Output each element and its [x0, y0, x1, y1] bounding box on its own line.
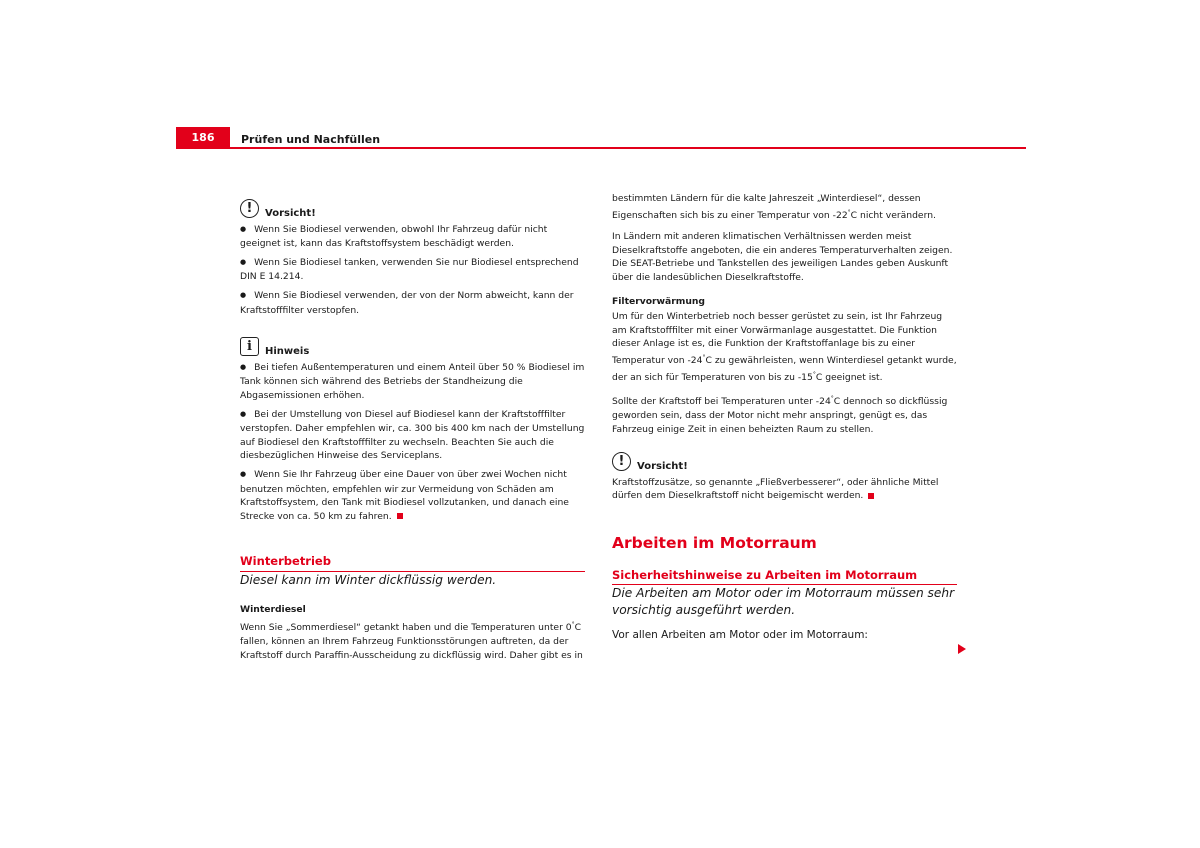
text-run: C nicht verändern. [850, 209, 936, 221]
note-bullet: ● Bei der Umstellung von Diesel auf Biodiesel kann der Kraftstofffilter verstopfen. Daher empfehlen wir, ca. 300 bis 400 km nach der Umstellung auf Biodiesel den Kraftstofffilter zu wechseln. Beachten Sie auch die diesbezüglichen Hinweise des Serviceplans. [240, 408, 585, 463]
winterdiesel-paragraph [240, 618, 585, 662]
note-box [240, 335, 585, 523]
note-header [240, 335, 585, 359]
caution-bullet: ● Wenn Sie Biodiesel verwenden, obwohl Ihr Fahrzeug dafür nicht geeignet ist, kann das Kraftstoffsystem beschädigt werden. [240, 223, 585, 251]
caution-box-additives [612, 450, 957, 503]
text-run: Wenn Sie „Sommerdiesel“ getankt haben und die Temperaturen unter 0 [240, 622, 572, 634]
caution-bullet: ● Wenn Sie Biodiesel verwenden, der von der Norm abweicht, kann der Kraftstofffilter verstopfen. [240, 289, 585, 317]
info-icon: i [240, 337, 259, 356]
note-bullet: ● Bei tiefen Außentemperaturen und einem Anteil über 50 % Biodiesel im Tank können sich während des Betriebs der Standheizung die Abgasemissionen erhöhen. [240, 361, 585, 403]
degree-sign: ° [571, 621, 575, 629]
text-run: Sollte der Kraftstoff bei Temperaturen unter -24 [612, 396, 831, 408]
note-bullet-last [240, 468, 585, 523]
next-page-arrow-icon [958, 644, 966, 654]
caution-bullet: ● Wenn Sie Biodiesel tanken, verwenden Sie nur Biodiesel entsprechend DIN E 14.214. [240, 256, 585, 284]
paragraph-winterdiesel-cont [612, 192, 957, 222]
note-label: Hinweis [265, 346, 310, 358]
degree-sign: ° [702, 354, 706, 361]
section-intro: Die Arbeiten am Motor oder im Motorraum müssen sehr vorsichtig ausgeführt werden. [612, 586, 955, 618]
page-number: 186 [176, 127, 230, 148]
text-run: C zu gewährleisten, wenn Winterdiesel getankt wurde, der an sich für Temperaturen von bis zu -15 [612, 355, 957, 383]
degree-sign: ° [830, 395, 834, 403]
left-column [240, 197, 585, 667]
caution-header [612, 450, 957, 474]
exclamation-circle-icon: ! [240, 199, 259, 218]
section-end-square [397, 513, 403, 519]
caution-label: Vorsicht! [265, 208, 316, 219]
winter-section [240, 555, 585, 662]
text-run: C fallen, können an Ihrem Fahrzeug Funktionsstörungen auftreten, da der Kraftstoff durch Paraffin-Ausscheidung zu dickflüssig wird. Daher gibt es in [240, 622, 583, 661]
text-run: Um für den Winterbetrieb noch besser gerüstet zu sein, ist Ihr Fahrzeug am Kraftstofffilter mit einer Vorwärmanlage ausgestattet. Die Funktion dieser Anlage ist es, die Funktion der Kraftstoffanlage bis zu einer Temperatur von -24 [612, 311, 943, 367]
section-intro: Diesel kann im Winter dickflüssig werden. [240, 572, 497, 587]
text-run: bestimmten Ländern für die kalte Jahreszeit „Winterdiesel“, dessen Eigenschaften sich bis zu einer Temperatur von -22 [612, 193, 921, 221]
section-heading-winterbetrieb: Winterbetrieb [240, 555, 585, 572]
subheading-filtervorwaermung: Filtervorwärmung [612, 295, 706, 307]
caution-header [240, 197, 585, 221]
paragraph-heated-room [612, 392, 957, 436]
degree-sign: ° [847, 208, 851, 216]
chapter-title: Prüfen und Nachfüllen [241, 133, 381, 146]
chapter-heading-motorraum: Arbeiten im Motorraum [612, 533, 817, 552]
subheading-winterdiesel: Winterdiesel [240, 603, 306, 615]
note-bullet-text: ● Wenn Sie Ihr Fahrzeug über eine Dauer von über zwei Wochen nicht benutzen möchten, empfehlen wir zur Vermeidung von Schäden am Kraftstoffsystem, den Tank mit Biodiesel vollzutanken, und danach eine Strecke von ca. 50 km zu fahren. [240, 469, 569, 522]
engine-section [612, 533, 957, 643]
header-rule [176, 147, 1026, 149]
lead-paragraph: Vor allen Arbeiten am Motor oder im Motorraum: [612, 629, 868, 642]
caution-text [612, 476, 957, 503]
section-end-square [868, 493, 874, 499]
caution-label: Vorsicht! [637, 461, 688, 473]
text-run: C dennoch so dickflüssig geworden sein, dass der Motor nicht mehr anspringt, genügt es, das Fahrzeug einige Zeit in einen beheizten Raum zu stellen. [612, 396, 948, 435]
right-column [612, 192, 957, 648]
text-run: C geeignet ist. [815, 371, 883, 383]
degree-sign: ° [812, 370, 816, 378]
section-heading-sicherheitshinweise: Sicherheitshinweise zu Arbeiten im Motorraum [612, 569, 957, 586]
text-run: Kraftstoffzusätze, so genannte „Fließverbesserer“, oder ähnliche Mittel dürfen dem Dieselkraftstoff nicht beigemischt werden. [612, 476, 939, 502]
paragraph-filter [612, 310, 957, 384]
paragraph-other-countries: In Ländern mit anderen klimatischen Verhältnissen werden meist Dieselkraftstoffe angeboten, die ein anderes Temperaturverhalten zeigen. Die SEAT-Betriebe und Tankstellen des jeweiligen Landes geben Auskunft über die landesüblichen Dieselkraftstoffe. [612, 231, 953, 284]
exclamation-circle-icon: ! [612, 452, 631, 471]
caution-box-biodiesel [240, 197, 585, 317]
